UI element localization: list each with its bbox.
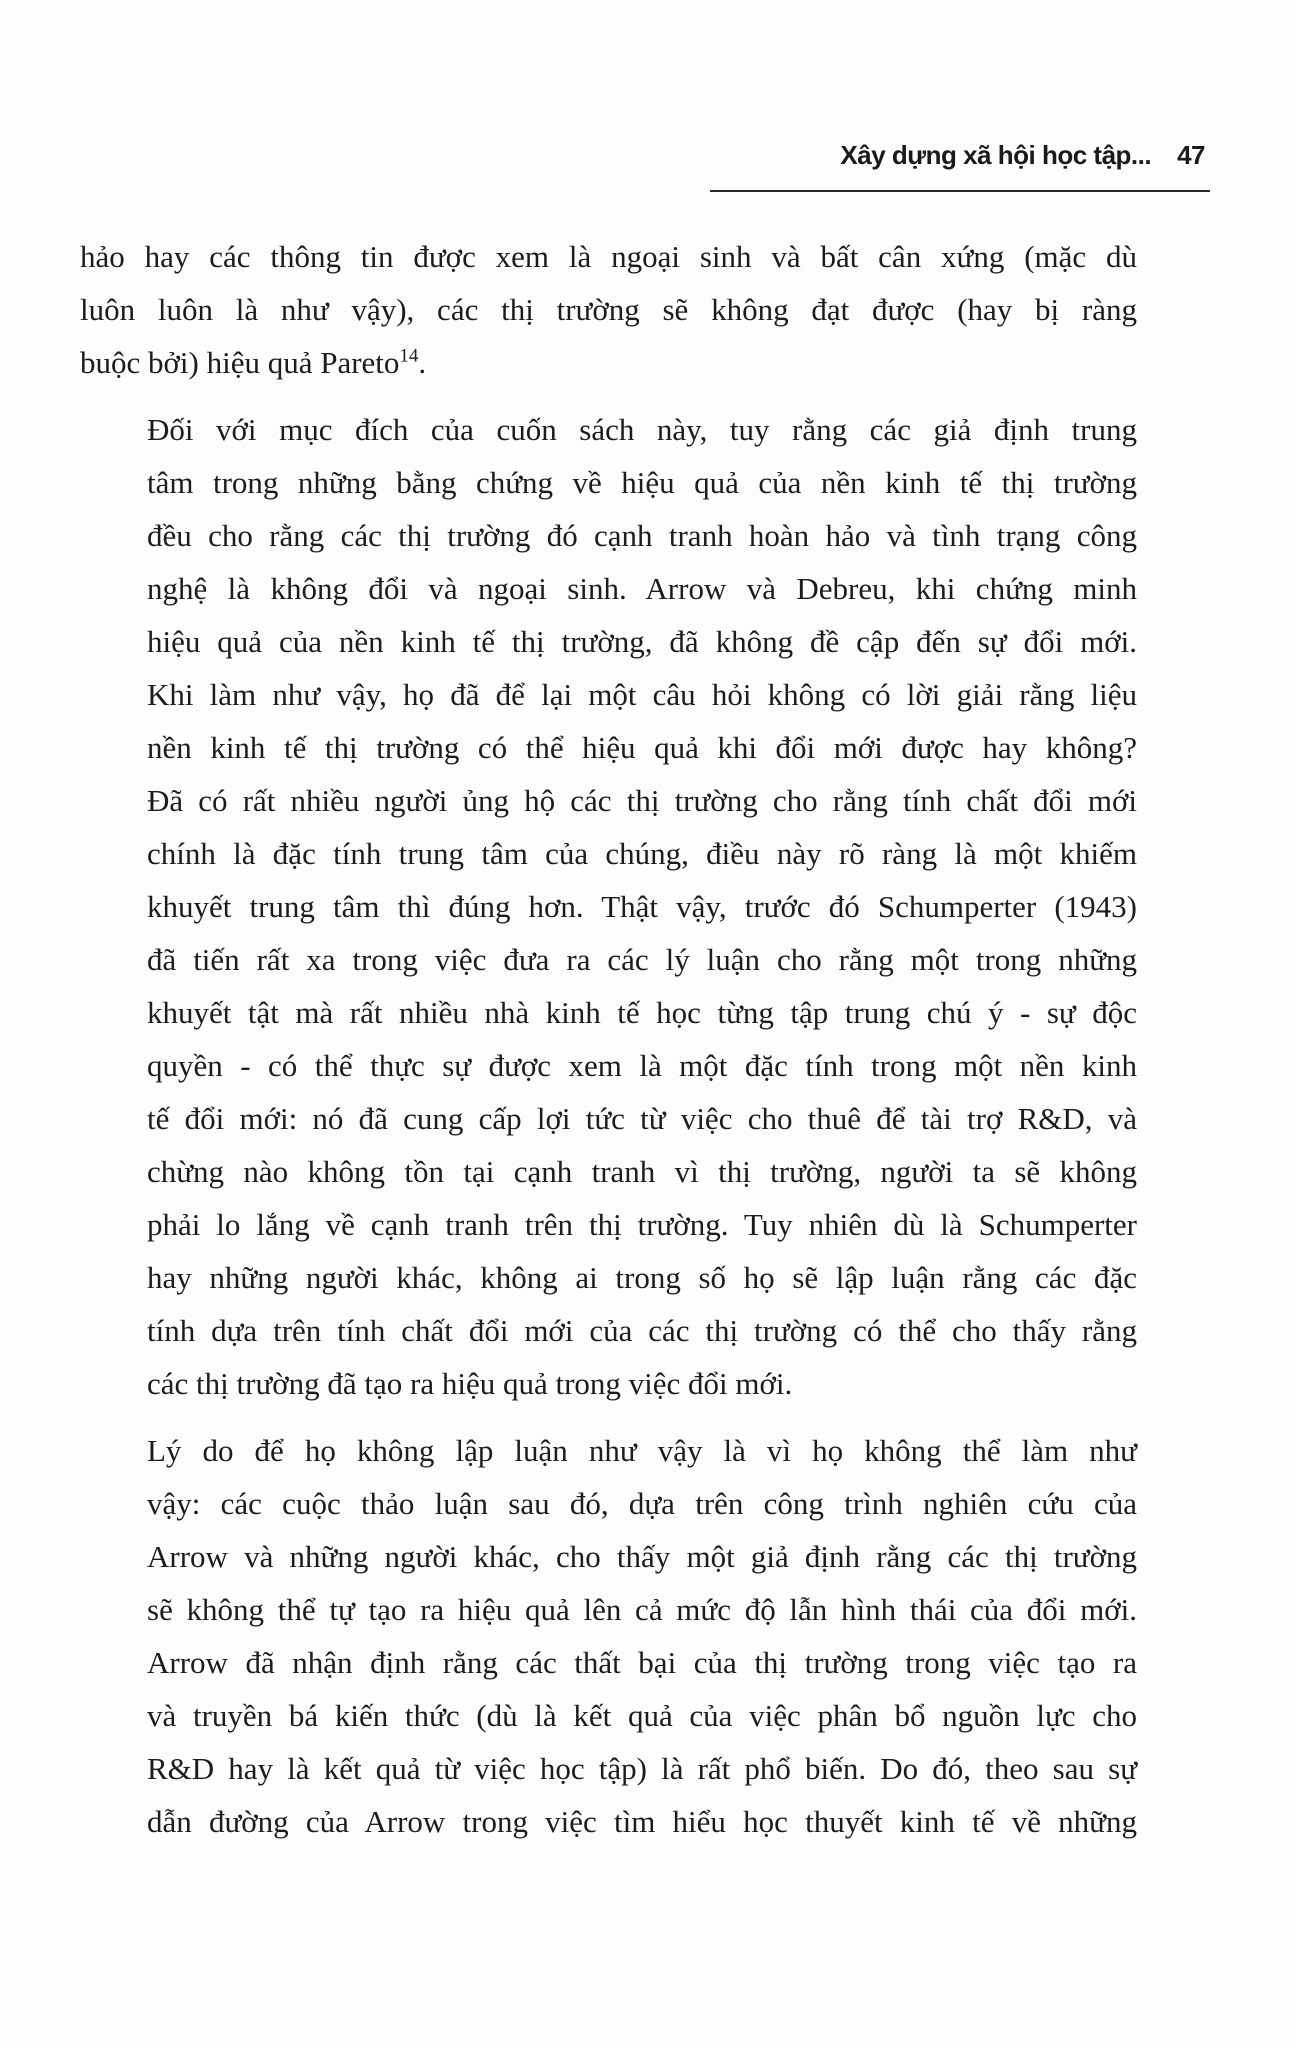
running-title: Xây dựng xã hội học tập... [840, 140, 1152, 170]
text-line: phải lo lắng về cạnh tranh trên thị trường. Tuy nhiên dù là Schumperter [147, 1207, 1137, 1242]
footnote-marker: 14 [399, 345, 419, 367]
paragraph-3 [80, 1424, 1137, 1848]
text-line: các thị trường đã tạo ra hiệu quả trong việc đổi mới. [147, 1366, 793, 1401]
text-line: Lý do để họ không lập luận như vậy là vì họ không thể làm như [147, 1433, 1137, 1468]
text-line: dẫn đường của Arrow trong việc tìm hiểu học thuyết kinh tế về những [147, 1804, 1137, 1839]
text-line: chừng nào không tồn tại cạnh tranh vì thị trường, người ta sẽ không [147, 1154, 1137, 1189]
text-line: Đối với mục đích của cuốn sách này, tuy rằng các giả định trung [147, 412, 1137, 447]
text-line: quyền - có thể thực sự được xem là một đặc tính trong một nền kinh [147, 1048, 1137, 1083]
text-line: tính dựa trên tính chất đổi mới của các thị trường có thể cho thấy rằng [147, 1313, 1137, 1348]
text-line: nền kinh tế thị trường có thể hiệu quả khi đổi mới được hay không? [147, 730, 1137, 765]
sentence-end: . [418, 345, 427, 380]
text-line: khuyết trung tâm thì đúng hơn. Thật vậy, trước đó Schumperter (1943) [147, 889, 1137, 924]
running-header [700, 140, 1205, 171]
paragraph-1 [80, 230, 1137, 389]
text-line: hiệu quả của nền kinh tế thị trường, đã không đề cập đến sự đổi mới. [147, 624, 1137, 659]
text-line: Khi làm như vậy, họ đã để lại một câu hỏi không có lời giải rằng liệu [147, 677, 1137, 712]
text-line: luôn luôn là như vậy), các thị trường sẽ không đạt được (hay bị ràng [80, 292, 1137, 327]
text-line: Đã có rất nhiều người ủng hộ các thị trường cho rằng tính chất đổi mới [147, 783, 1137, 818]
text-line: R&D hay là kết quả từ việc học tập) là rất phổ biến. Do đó, theo sau sự [147, 1751, 1137, 1786]
text-line: tâm trong những bằng chứng về hiệu quả của nền kinh tế thị trường [147, 465, 1137, 500]
text-line: khuyết tật mà rất nhiều nhà kinh tế học từng tập trung chú ý - sự độc [147, 995, 1137, 1030]
text-line: sẽ không thể tự tạo ra hiệu quả lên cả mức độ lẫn hình thái của đổi mới. [147, 1592, 1137, 1627]
text-line: hay những người khác, không ai trong số họ sẽ lập luận rằng các đặc [147, 1260, 1137, 1295]
text-line: nghệ là không đổi và ngoại sinh. Arrow và Debreu, khi chứng minh [147, 571, 1137, 606]
text-line: chính là đặc tính trung tâm của chúng, điều này rõ ràng là một khiếm [147, 836, 1137, 871]
text-line: Arrow và những người khác, cho thấy một giả định rằng các thị trường [147, 1539, 1137, 1574]
text-line: đã tiến rất xa trong việc đưa ra các lý luận cho rằng một trong những [147, 942, 1137, 977]
text-line: hảo hay các thông tin được xem là ngoại sinh và bất cân xứng (mặc dù [80, 239, 1137, 274]
text-line: tế đổi mới: nó đã cung cấp lợi tức từ việc cho thuê để tài trợ R&D, và [147, 1101, 1137, 1136]
text-line-content: buộc bởi) hiệu quả Pareto [80, 345, 400, 380]
paragraph-2 [80, 403, 1137, 1410]
body-text [80, 230, 1137, 1848]
text-line: vậy: các cuộc thảo luận sau đó, dựa trên công trình nghiên cứu của [147, 1486, 1137, 1521]
text-line: đều cho rằng các thị trường đó cạnh tranh hoàn hảo và tình trạng công [147, 518, 1137, 553]
text-line: và truyền bá kiến thức (dù là kết quả của việc phân bổ nguồn lực cho [147, 1698, 1137, 1733]
text-line: Arrow đã nhận định rằng các thất bại của thị trường trong việc tạo ra [147, 1645, 1137, 1680]
text-line [80, 336, 1137, 389]
page-number: 47 [1177, 140, 1205, 170]
header-rule [710, 190, 1210, 192]
